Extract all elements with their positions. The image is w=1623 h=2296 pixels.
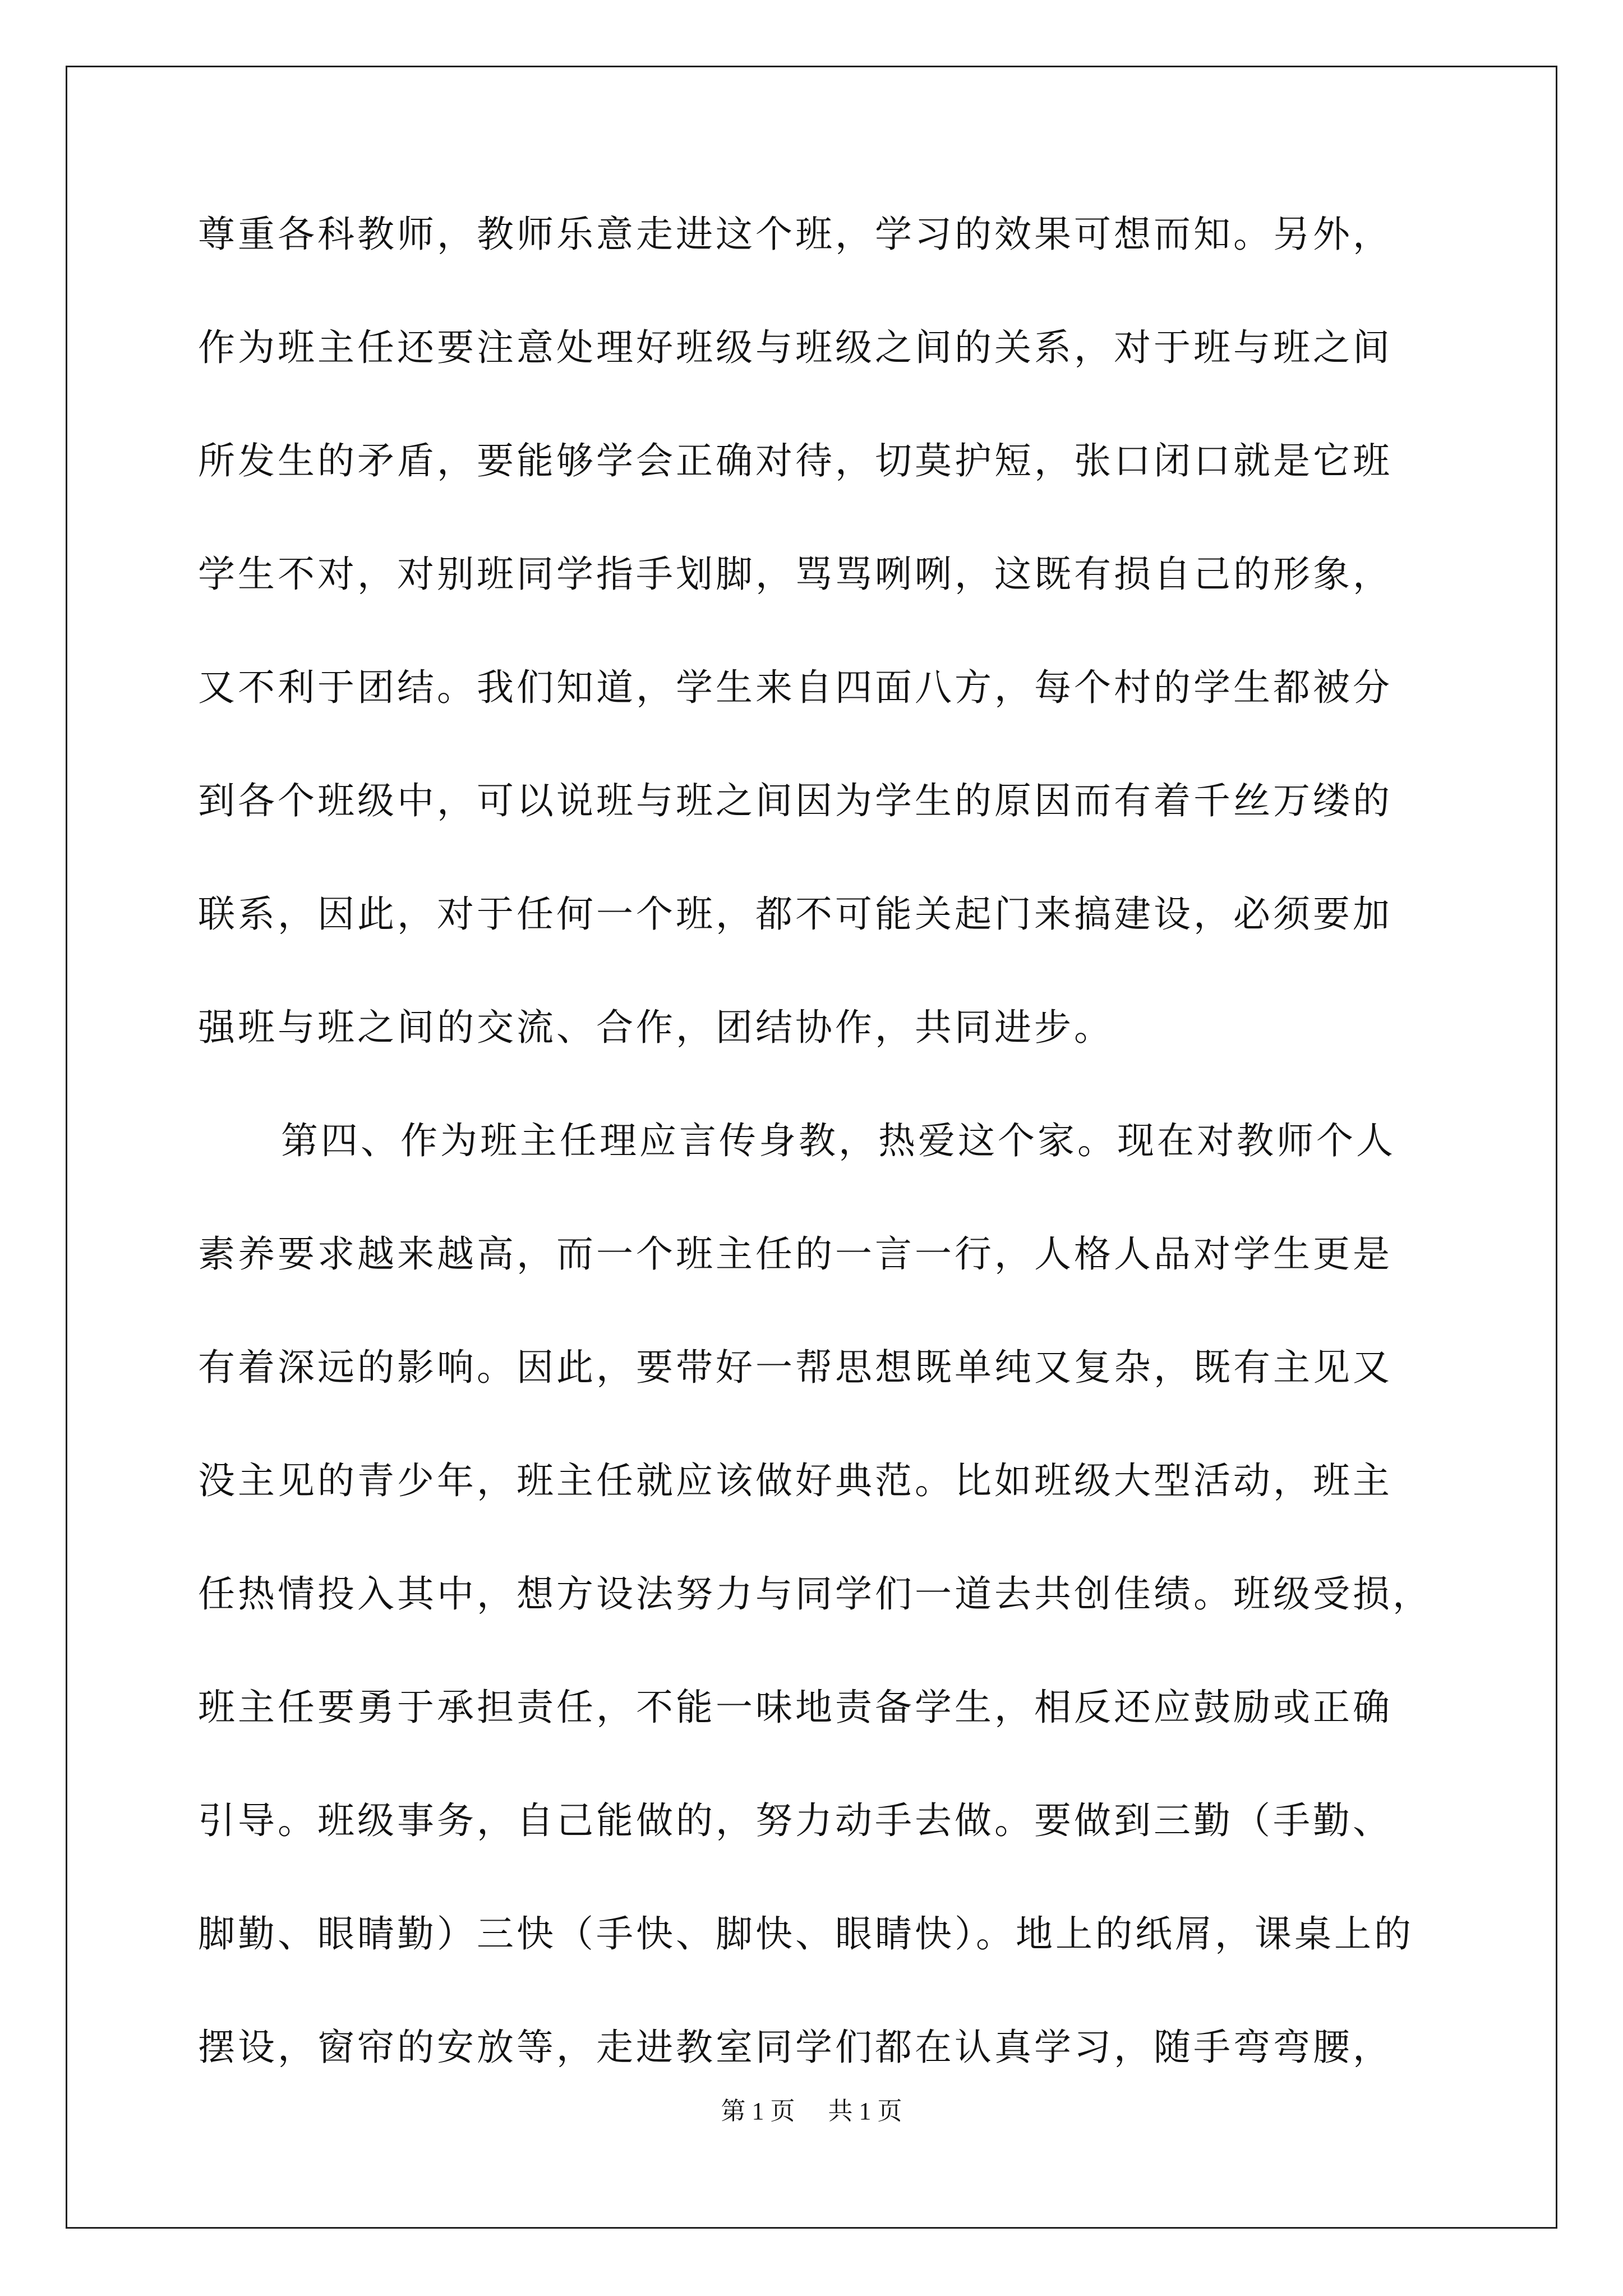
paragraph-start-line: 第四、作为班主任理应言传身教，热爱这个家。现在对教师个人 [281,1119,1396,1162]
text-line: 所发生的矛盾，要能够学会正确对待，切莫护短，张口闭口就是它班 [198,439,1393,482]
text-line: 作为班主任还要注意处理好班级与班级之间的关系，对于班与班之间 [198,326,1393,369]
text-line: 尊重各科教师，教师乐意走进这个班，学习的效果可想而知。另外， [198,213,1393,256]
page-number-current: 第 1 页 [721,2097,795,2125]
text-line: 强班与班之间的交流、合作，团结协作，共同进步。 [198,1006,1114,1049]
text-line: 联系，因此，对于任何一个班，都不可能关起门来搞建设，必须要加 [198,892,1393,936]
text-line: 素养要求越来越高，而一个班主任的一言一行，人格人品对学生更是 [198,1232,1393,1276]
body-text [198,213,1437,2142]
text-line: 摆设，窗帘的安放等，走进教室同学们都在认真学习，随手弯弯腰， [198,2026,1393,2069]
text-line: 有着深远的影响。因此，要带好一帮思想既单纯又复杂，既有主见又 [198,1346,1393,1389]
text-line: 没主见的青少年，班主任就应该做好典范。比如班级大型活动，班主 [198,1459,1393,1502]
text-line: 又不利于团结。我们知道，学生来自四面八方，每个村的学生都被分 [198,666,1393,709]
text-line: 引导。班级事务，自己能做的，努力动手去做。要做到三勤（手勤、 [198,1799,1393,1842]
text-line: 任热情投入其中，想方设法努力与同学们一道去共创佳绩。班级受损， [198,1572,1432,1616]
page-footer [0,2091,1623,2127]
text-line: 学生不对，对别班同学指手划脚，骂骂咧咧，这既有损自己的形象， [198,553,1393,596]
text-line: 脚勤、眼睛勤）三快（手快、脚快、眼睛快）。地上的纸屑，课桌上的 [198,1912,1414,1955]
text-line: 班主任要勇于承担责任，不能一味地责备学生，相反还应鼓励或正确 [198,1686,1393,1729]
text-line: 到各个班级中，可以说班与班之间因为学生的原因而有着千丝万缕的 [198,779,1393,822]
page-number-total: 共 1 页 [828,2097,902,2125]
